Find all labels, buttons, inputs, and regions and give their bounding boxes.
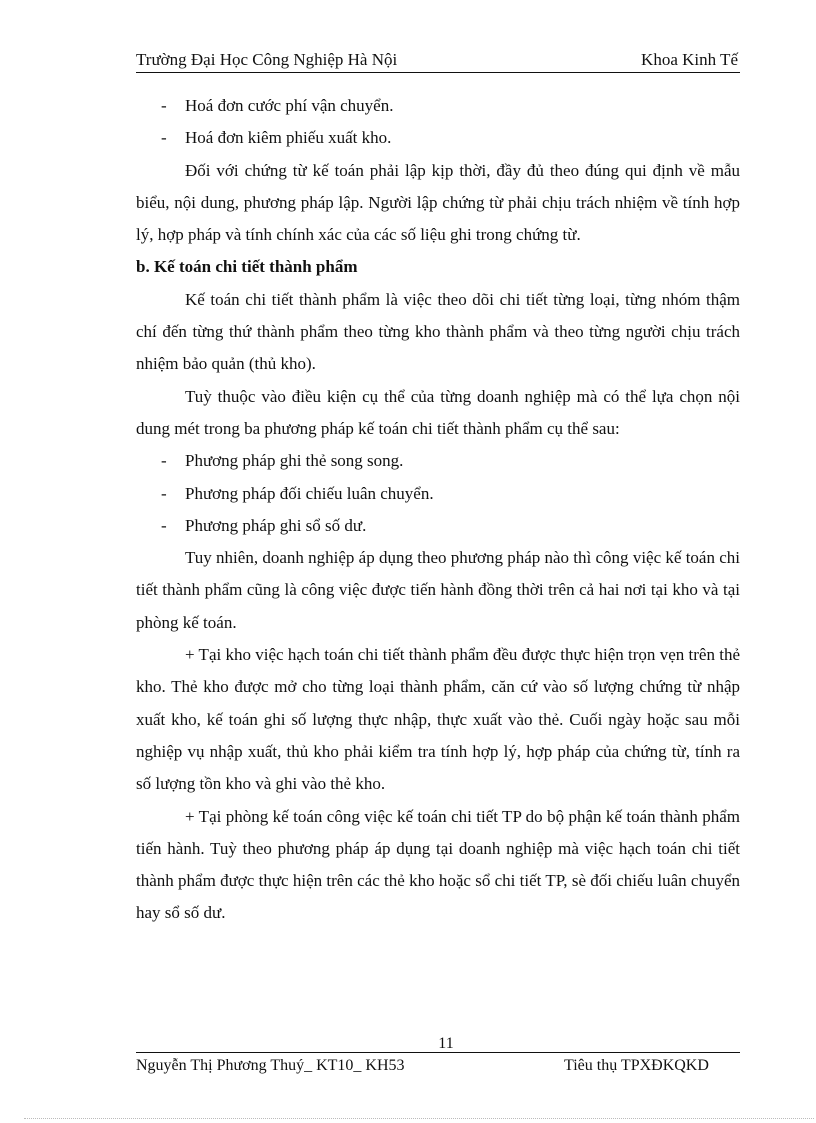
- bullet-dash: -: [161, 483, 167, 503]
- page-number: 11: [438, 1035, 454, 1052]
- list-item-text: Phương pháp ghi sổ số dư.: [185, 515, 367, 535]
- list-item-text: Phương pháp đối chiếu luân chuyển.: [185, 483, 434, 503]
- paragraph: + Tại kho việc hạch toán chi tiết thành phẩm đều được thực hiện trọn vẹn trên thẻ kho. Thẻ kho được mở cho từng loại thành phẩm, căn cứ vào số lượng chứng từ nhập xuất kho, kế toán ghi số lượng thực nhập, thực xuất vào thẻ. Cuối ngày hoặc sau mỗi nghiệp vụ nhập xuất, thủ kho phải kiểm tra tính hợp lý, hợp pháp của chứng từ, tính ra số lượng tồn kho và ghi vào thẻ kho.: [136, 645, 740, 794]
- footer-divider: [136, 1052, 740, 1053]
- list-item: [136, 122, 740, 154]
- footer-author: Nguyễn Thị Phương Thuý_ KT10_ KH53: [136, 1057, 405, 1074]
- bullet-dash: -: [161, 515, 167, 535]
- page-edge-divider: [24, 1118, 814, 1119]
- paragraph: Kế toán chi tiết thành phẩm là việc theo dõi chi tiết từng loại, từng nhóm thậm chí đến từng thứ thành phẩm theo từng kho thành phẩm và theo từng người chịu trách nhiệm bảo quản (thủ kho).: [136, 289, 740, 374]
- paragraph: + Tại phòng kế toán công việc kế toán chi tiết TP do bộ phận kế toán thành phẩm tiến hành. Tuỳ theo phương pháp áp dụng tại doanh nghiệp mà việc hạch toán chi tiết thành phẩm được thực hiện trên các thẻ kho hoặc sổ chi tiết TP, sè đối chiếu luân chuyển hay sổ số dư.: [136, 806, 740, 923]
- header-faculty-name: Khoa Kinh Tế: [641, 50, 738, 69]
- bullet-dash: -: [161, 96, 167, 115]
- list-item-text: Phương pháp ghi thẻ song song.: [185, 451, 404, 471]
- list-item-text: Hoá đơn kiêm phiếu xuất kho.: [185, 128, 392, 148]
- paragraph: Tuỳ thuộc vào điều kiện cụ thể của từng doanh nghiệp mà có thể lựa chọn nội dung mét trong ba phương pháp kế toán chi tiết thành phẩm cụ thể sau:: [136, 386, 740, 438]
- header-school-name: Trường Đại Học Công Nghiệp Hà Nội: [136, 50, 398, 69]
- list-item: [136, 90, 740, 122]
- bullet-dash: -: [161, 451, 167, 471]
- footer-topic: Tiêu thụ TPXĐKQKD: [564, 1057, 709, 1074]
- list-item: [136, 478, 740, 510]
- document-body: [136, 90, 740, 930]
- list-item: [136, 445, 740, 477]
- section-heading: b. Kế toán chi tiết thành phẩm: [136, 257, 358, 277]
- page-header: [136, 50, 740, 73]
- list-item: [136, 510, 740, 542]
- bullet-dash: -: [161, 128, 167, 148]
- paragraph: Đối với chứng từ kế toán phải lập kịp thời, đầy đủ theo đúng qui định về mẫu biểu, nội dung, phương pháp lập. Người lập chứng từ phải chịu trách nhiệm về tính hợp lý, hợp pháp và tính chính xác của các số liệu ghi trong chứng từ.: [136, 160, 740, 245]
- list-item-text: Hoá đơn cước phí vận chuyển.: [185, 96, 394, 115]
- paragraph: Tuy nhiên, doanh nghiệp áp dụng theo phương pháp nào thì công việc kế toán chi tiết thành phẩm cũng là công việc được tiến hành đồng thời trên cả hai nơi tại kho và tại phòng kế toán.: [136, 548, 740, 632]
